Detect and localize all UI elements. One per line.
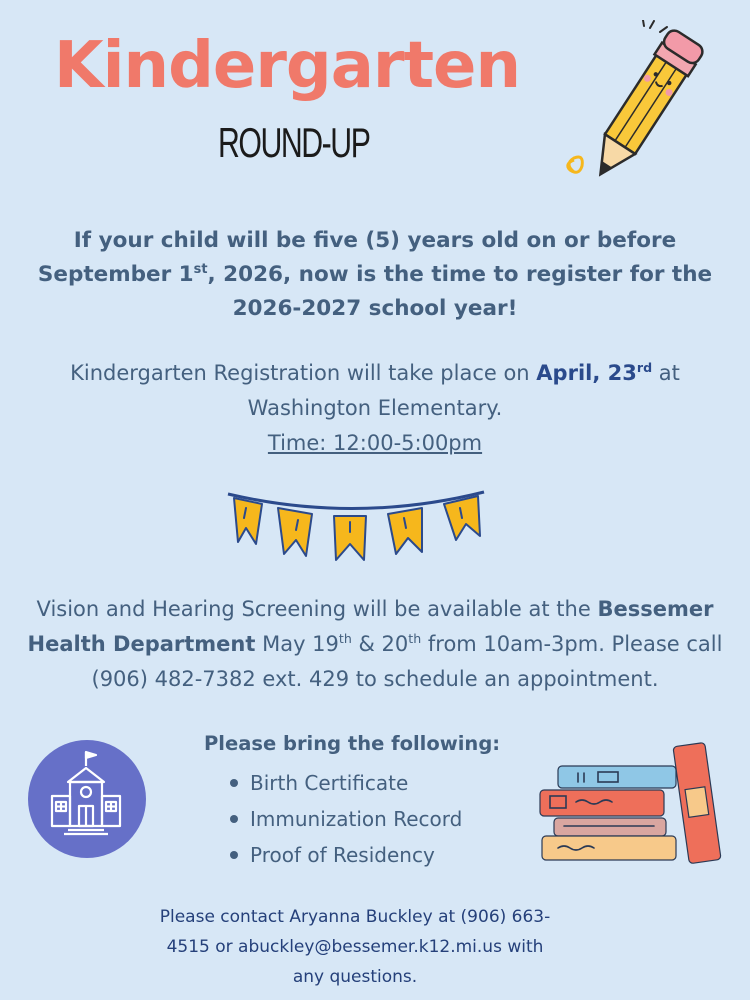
screening-text: Vision and Hearing Screening will be available at the [36,597,598,621]
screening-place: Bessemer [597,597,714,621]
ordinal-suffix: th [338,631,352,646]
registration-text: at [652,361,680,385]
bunting-icon [216,486,496,576]
registration-info [0,356,750,461]
book-stack-icon [536,740,726,865]
screening-line [0,627,750,662]
registration-location: Washington Elementary. [247,396,503,420]
screening-line: (906) 482-7382 ext. 429 to schedule an appointment. [91,667,659,691]
contact-info [140,902,570,992]
flyer-subtitle: ROUND-UP [218,119,370,166]
eligibility-line [0,258,750,292]
list-item [230,768,462,804]
list-item-label: Immunization Record [250,807,463,831]
bullet-icon [230,815,238,823]
list-item-label: Birth Certificate [250,771,409,795]
bring-list-title: Please bring the following: [204,732,501,755]
ordinal-suffix: rd [636,360,653,375]
screening-info [0,592,750,697]
registration-time: Time: 12:00-5:00pm [267,431,483,455]
screening-text: from 10am-3pm. Please call [421,632,723,656]
school-building-icon [28,740,146,858]
screening-text: & 20 [351,632,409,656]
registration-text: Kindergarten Registration will take place on [70,361,537,385]
flyer-title: Kindergarten [54,29,520,103]
eligibility-date: September 1 [37,262,194,287]
bring-list [230,768,462,876]
bullet-icon [230,779,238,787]
contact-line: 4515 or abuckley@bessemer.k12.mi.us with [166,937,544,957]
eligibility-line: If your child will be five (5) years old on or before [73,228,677,253]
pencil-icon [556,20,706,200]
screening-text: May 19 [255,632,339,656]
screening-line [0,592,750,627]
ordinal-suffix: st [193,261,208,277]
eligibility-text-part: , 2026, now is the time to register for the [207,262,713,287]
screening-place: Health Department [27,632,256,656]
bullet-icon [230,851,238,859]
contact-line: any questions. [292,967,418,987]
registration-date [536,361,652,385]
list-item-label: Proof of Residency [250,843,435,867]
eligibility-line: 2026-2027 school year! [232,296,518,321]
list-item [230,804,462,840]
registration-date-text: April, 23 [536,361,637,385]
contact-line: Please contact Aryanna Buckley at (906) 663- [159,907,551,927]
eligibility-text [0,224,750,326]
list-item [230,840,462,876]
ordinal-suffix: th [408,631,422,646]
registration-line [0,356,750,391]
